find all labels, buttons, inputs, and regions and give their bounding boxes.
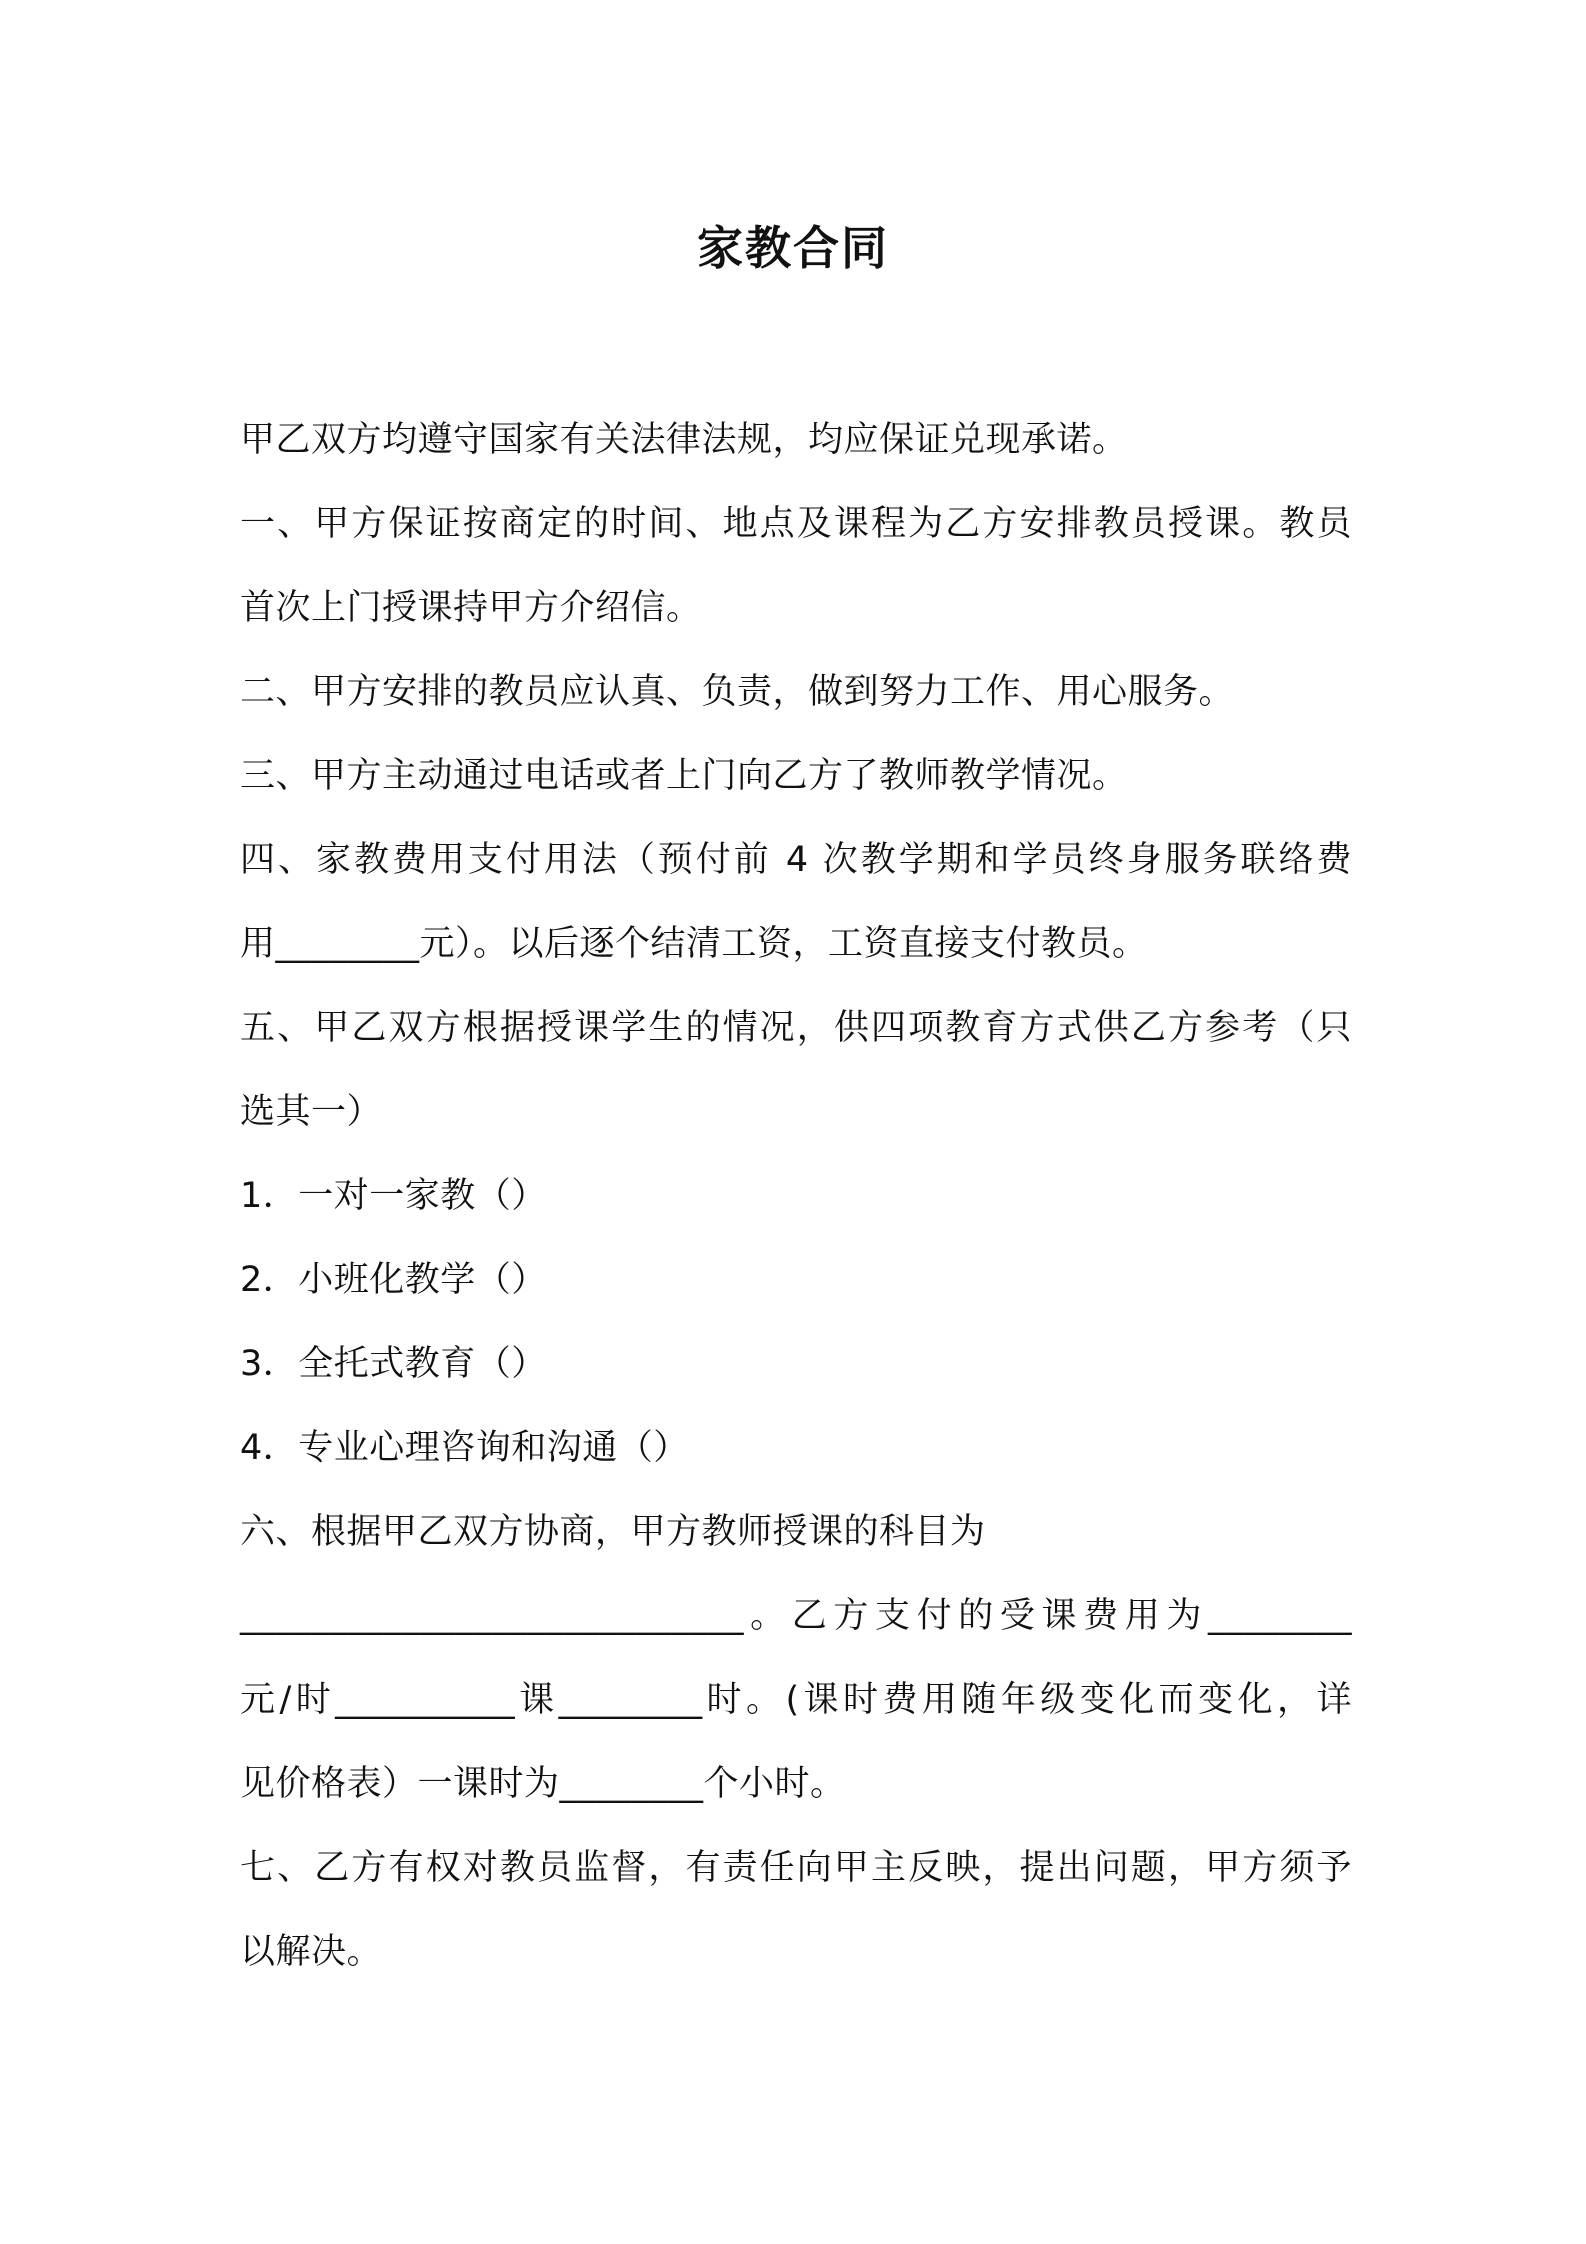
clause-4-line-1: 四、家教费用支付用法（预付前 4 次教学期和学员终身服务联络费 [240, 840, 1352, 880]
clause-6-line-1: 六、根据甲乙双方协商，甲方教师授课的科目为 [240, 1512, 986, 1552]
document-title: 家教合同 [697, 221, 889, 275]
option-2: 2．小班化教学（） [240, 1260, 547, 1300]
clause-3-line: 三、甲方主动通过电话或者上门向乙方了教师教学情况。 [240, 756, 1128, 796]
option-4: 4．专业心理咨询和沟通（） [240, 1428, 689, 1468]
clause-1-line-1: 一、甲方保证按商定的时间、地点及课程为乙方安排教员授课。教员 [240, 504, 1352, 544]
clause-4-line-2: 用________元）。以后逐个结清工资，工资直接支付教员。 [240, 924, 1148, 964]
option-1: 1．一对一家教（） [240, 1176, 547, 1216]
clause-2-line: 二、甲方安排的教员应认真、负责，做到努力工作、用心服务。 [240, 672, 1235, 712]
clause-1-line-2: 首次上门授课持甲方介绍信。 [240, 588, 702, 628]
clause-6-line-4: 见价格表）一课时为________个小时。 [240, 1764, 846, 1804]
clause-5-line-1: 五、甲乙双方根据授课学生的情况，供四项教育方式供乙方参考（只 [240, 1008, 1352, 1048]
clause-6-line-3: 元/时__________课________时。(课时费用随年级变化而变化，详 [240, 1680, 1352, 1720]
clause-6-line-2: ____________________________。乙方支付的受课费用为________ [240, 1596, 1352, 1636]
clause-7-line-1: 七、乙方有权对教员监督，有责任向甲主反映，提出问题，甲方须予 [240, 1848, 1352, 1888]
option-3: 3．全托式教育（） [240, 1344, 547, 1384]
clause-5-line-2: 选其一） [240, 1092, 383, 1132]
preamble-line: 甲乙双方均遵守国家有关法律法规，均应保证兑现承诺。 [240, 420, 1128, 460]
clause-7-line-2: 以解决。 [240, 1932, 383, 1972]
